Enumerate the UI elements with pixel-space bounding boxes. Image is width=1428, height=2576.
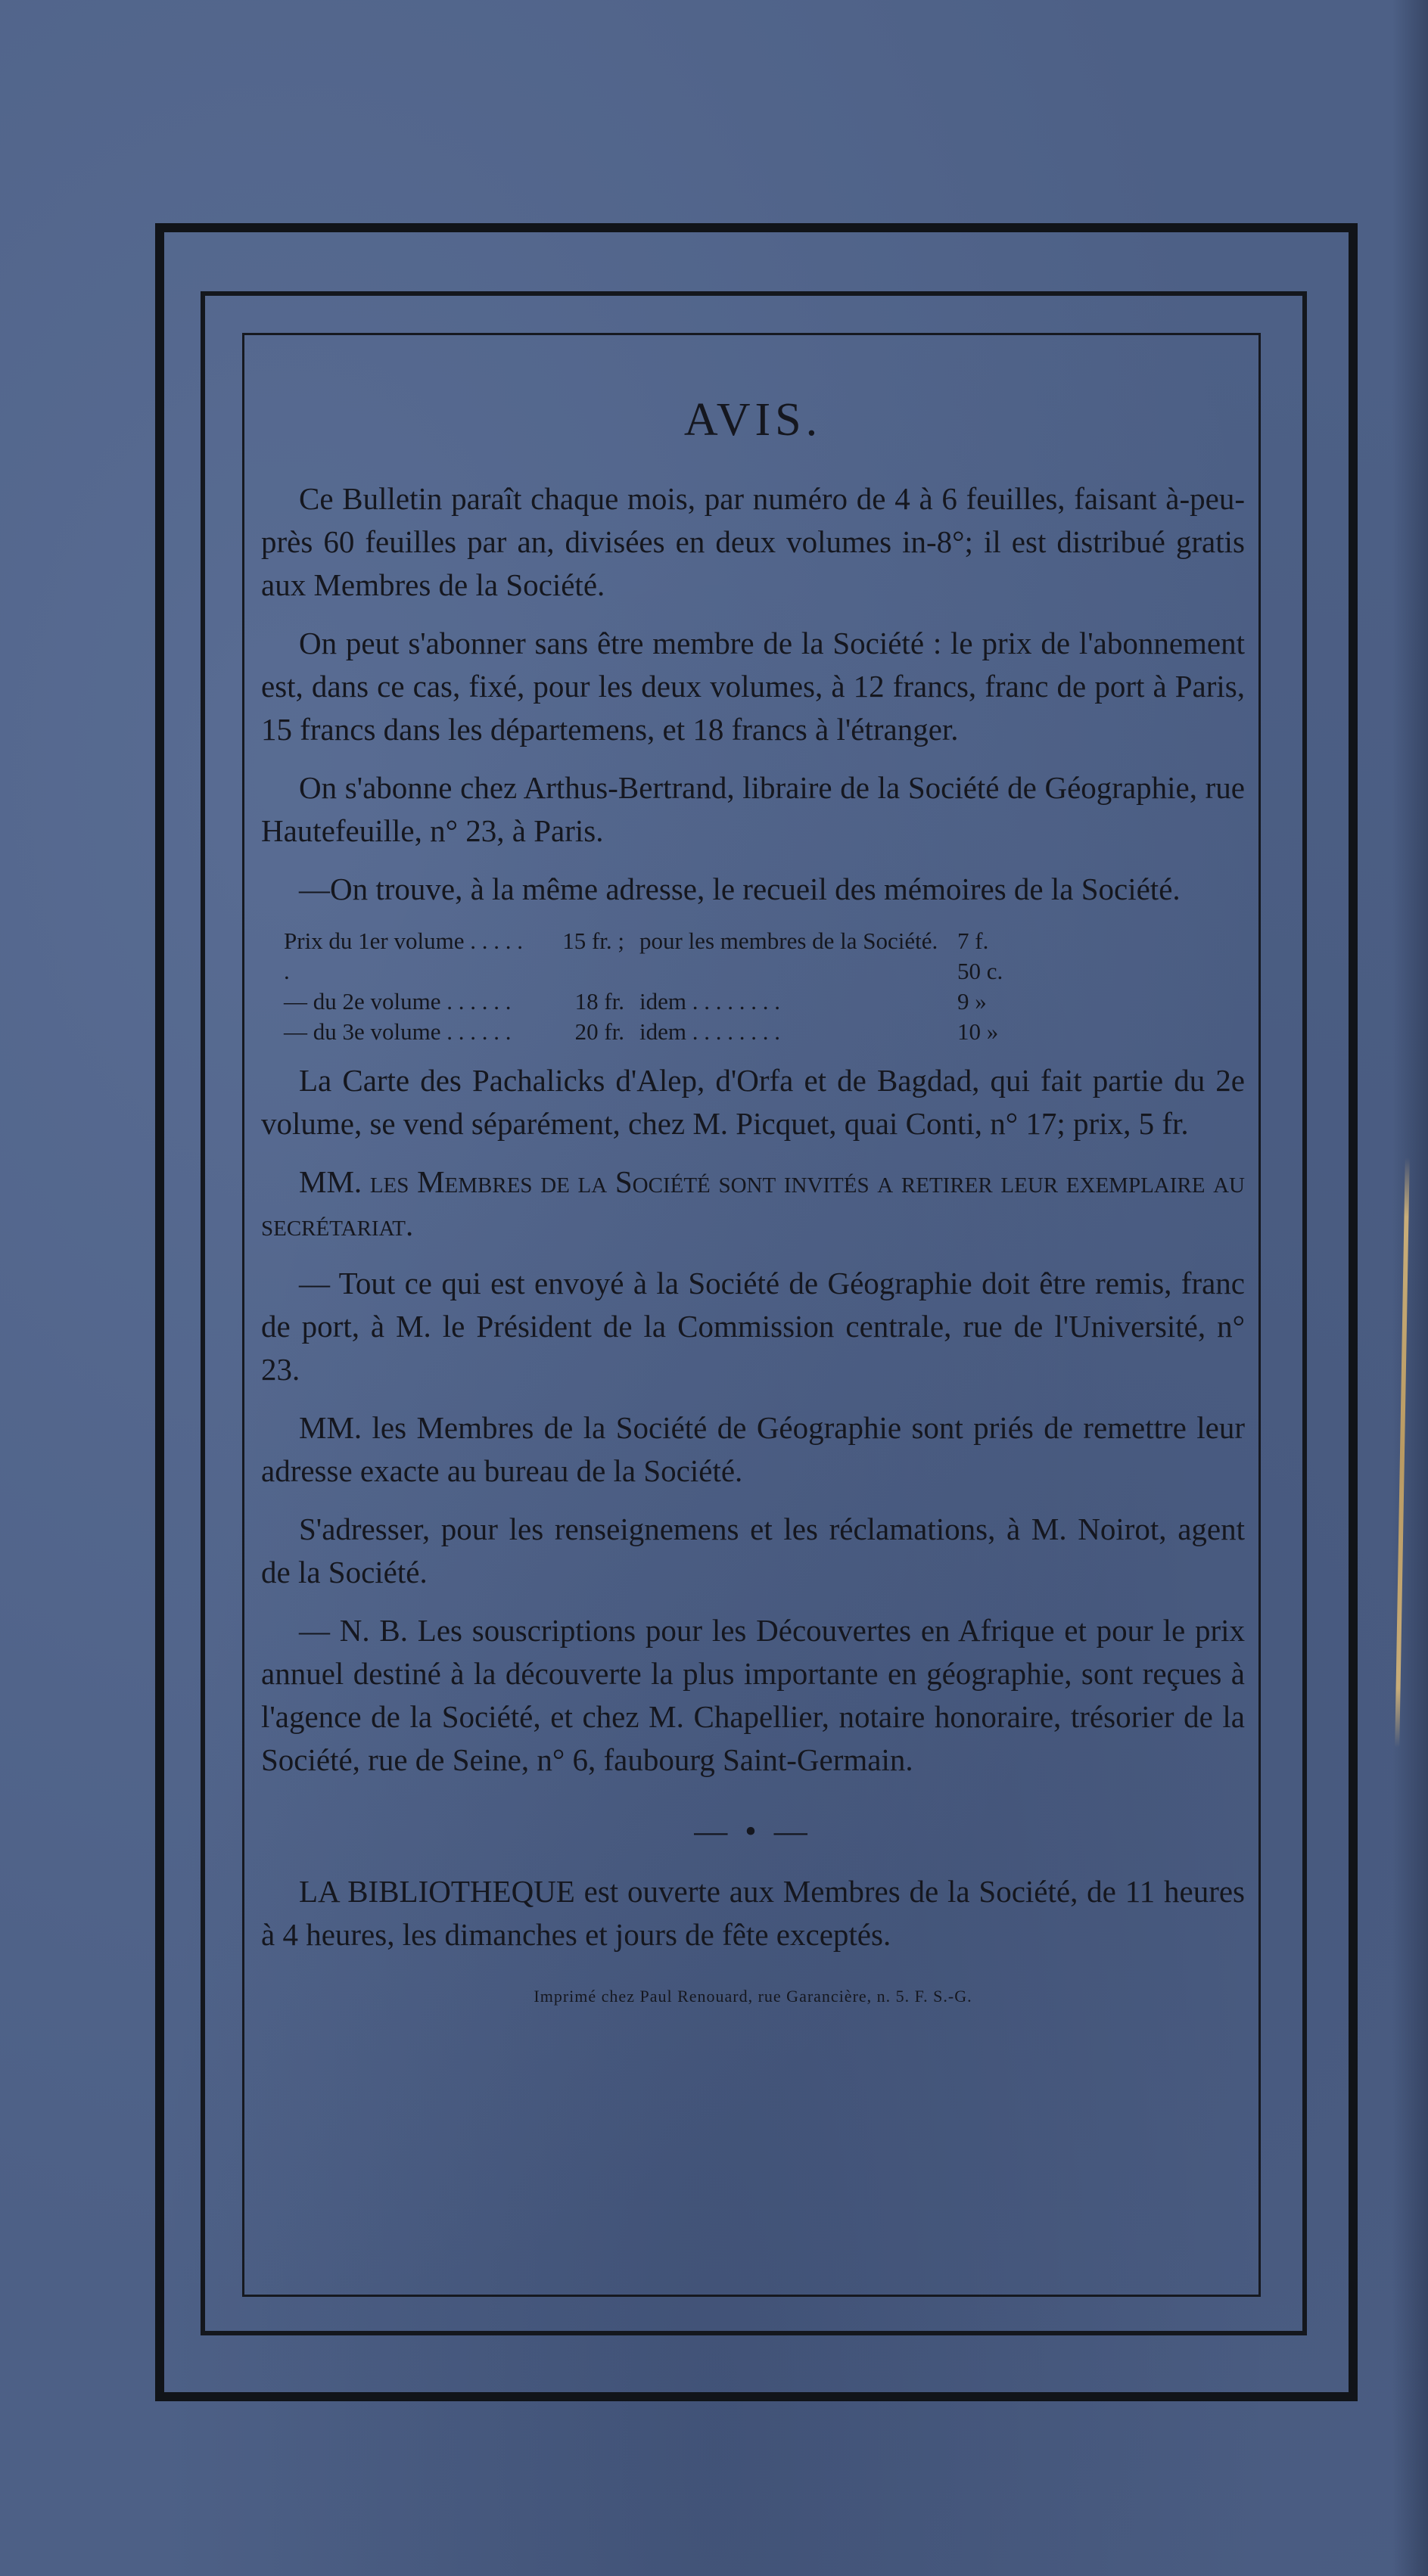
paragraph-mailing: — Tout ce qui est envoyé à la Société de Géographie doit être remis, franc de port, à M. le Président de la Commission centrale, rue de l'Université, n° 23. xyxy=(261,1266,1245,1387)
members-label: idem . . . . . . . . xyxy=(639,1018,780,1045)
paragraph-publication: Ce Bulletin paraît chaque mois, par numéro de 4 à 6 feuilles, faisant à-peu-près 60 feuilles par an, divisées en deux volumes in-8°; il est distribué gratis aux Membres de la Société. xyxy=(261,481,1245,602)
volume-label: — du 3e volume . . . . . . xyxy=(284,1018,512,1045)
paragraph-memoirs: —On trouve, à la même adresse, le recueil des mémoires de la Société. xyxy=(299,872,1181,906)
paper-spine-shadow xyxy=(1392,0,1428,2576)
price-table xyxy=(261,926,1245,1047)
paragraph-subscription-price: On peut s'abonner sans être membre de la Société : le prix de l'abonnement est, dans ce cas, fixé, pour les deux volumes, à 12 francs, franc de port à Paris, 15 francs dans les départemens, et 18 francs à l'étranger. xyxy=(261,626,1245,747)
members-price: 7 f. 50 c. xyxy=(957,928,1003,984)
price-row xyxy=(261,987,1245,1017)
volume-price: 18 fr. xyxy=(574,988,624,1015)
paragraph-members-address: MM. les Membres de la Société de Géographie sont priés de remettre leur adresse exacte au bureau de la Société. xyxy=(261,1410,1245,1488)
volume-label: — du 2e volume . . . . . . xyxy=(284,988,512,1015)
volume-label: Prix du 1er volume . . . . . . xyxy=(284,928,523,984)
members-price: 9 » xyxy=(957,988,987,1015)
notice-content xyxy=(261,393,1245,2006)
volume-price: 20 fr. xyxy=(574,1018,624,1045)
volume-price: 15 fr. ; xyxy=(562,928,624,954)
price-row xyxy=(261,926,1245,987)
paragraph-members-copies: MM. les Membres de la Société sont invités a retirer leur exemplaire au secrétariat. xyxy=(261,1164,1245,1242)
printer-imprint: Imprimé chez Paul Renouard, rue Garancière, n. 5. F. S.-G. xyxy=(534,1987,972,2006)
paragraph-map: La Carte des Pachalicks d'Alep, d'Orfa et de Bagdad, qui fait partie du 2e volume, se vend séparément, chez M. Picquet, quai Conti, n° 17; prix, 5 fr. xyxy=(261,1063,1245,1141)
price-row xyxy=(261,1017,1245,1047)
section-divider: — • — xyxy=(694,1813,812,1850)
members-label: idem . . . . . . . . xyxy=(639,988,780,1015)
paragraph-nb-subscriptions: — N. B. Les souscriptions pour les Découvertes en Afrique et pour le prix annuel destiné à la découverte la plus importante en géographie, sont reçues à l'agence de la Société, et chez M. Chapellier, notaire honoraire, trésorier de la Société, rue de Seine, n° 6, faubourg Saint-Germain. xyxy=(261,1613,1245,1777)
members-label: pour les membres de la Société. xyxy=(639,928,938,954)
paragraph-library: LA BIBLIOTHEQUE est ouverte aux Membres de la Société, de 11 heures à 4 heures, les dimanches et jours de fête exceptés. xyxy=(261,1874,1245,1952)
paragraph-subscription-address: On s'abonne chez Arthus-Bertrand, libraire de la Société de Géographie, rue Hautefeuille, n° 23, à Paris. xyxy=(261,770,1245,848)
paragraph-agent: S'adresser, pour les renseignemens et les réclamations, à M. Noirot, agent de la Société. xyxy=(261,1512,1245,1589)
members-price: 10 » xyxy=(957,1018,999,1045)
notice-title: AVIS. xyxy=(683,394,823,446)
